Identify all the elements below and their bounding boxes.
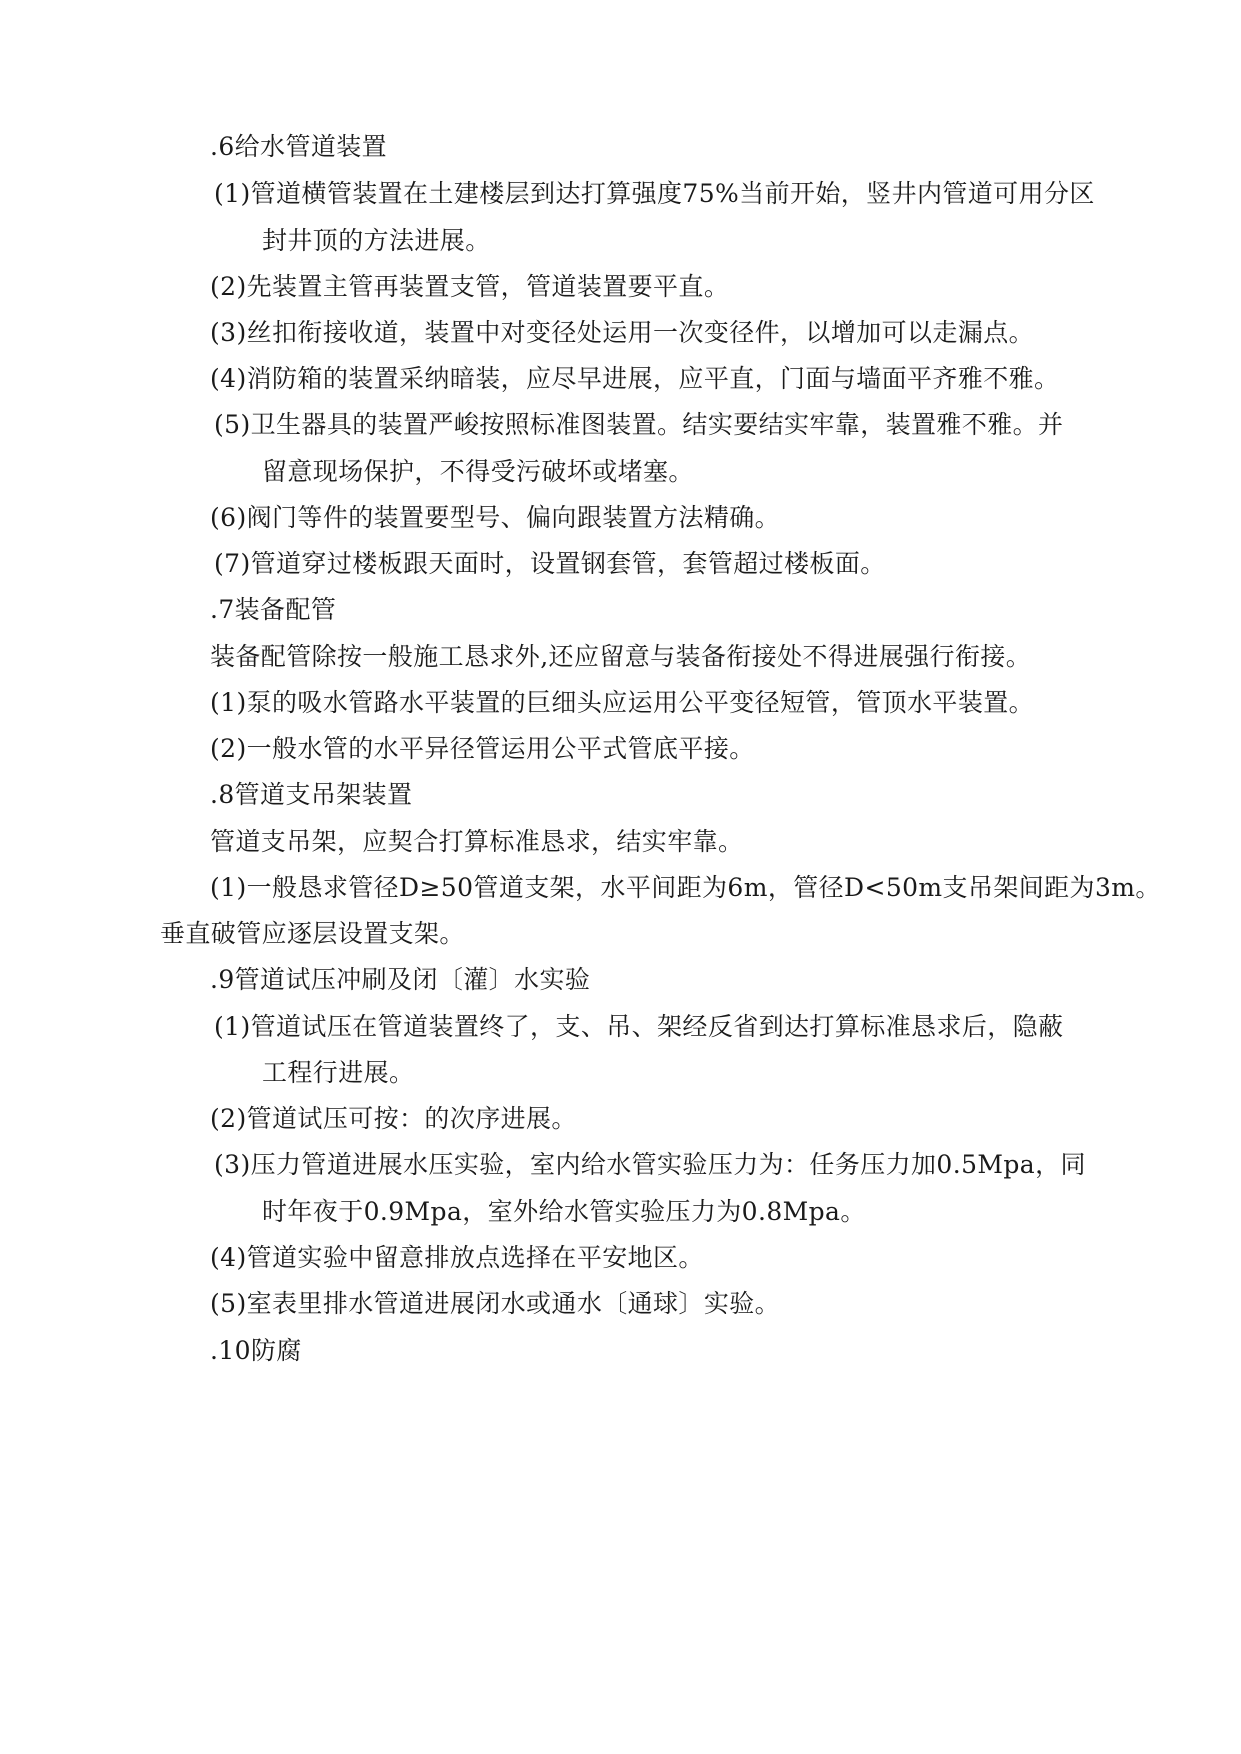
paragraph-line: 留意现场保护，不得受污破坏或堵塞。 <box>262 457 694 486</box>
paragraph-line: 时年夜于0.9Mpa，室外给水管实验压力为0.8Mpa。 <box>262 1197 866 1226</box>
paragraph-line: (1)管道试压在管道装置终了，支、吊、架经反省到达打算标准恳求后，隐蔽 <box>214 1012 1064 1041</box>
section-heading-6: .6给水管道装置 <box>210 132 388 161</box>
paragraph-line: 管道支吊架，应契合打算标准恳求，结实牢靠。 <box>210 827 744 856</box>
paragraph-line: (1)管道横管装置在土建楼层到达打算强度75%当前开始，竖井内管道可用分区 <box>214 179 1095 208</box>
paragraph-line: 垂直破管应逐层设置支架。 <box>160 919 465 948</box>
section-heading-7: .7装备配管 <box>210 595 337 624</box>
paragraph-line: (7)管道穿过楼板跟天面时，设置钢套管，套管超过楼板面。 <box>214 549 886 578</box>
paragraph-line: (5)卫生器具的装置严峻按照标准图装置。结实要结实牢靠，装置雅不雅。并 <box>214 410 1064 439</box>
paragraph-line: (1)泵的吸水管路水平装置的巨细头应运用公平变径短管，管顶水平装置。 <box>210 688 1035 717</box>
paragraph-line: (1)一般恳求管径D≥50管道支架，水平间距为6m，管径D<50m支吊架间距为3m。 <box>210 873 1161 902</box>
paragraph-line: 工程行进展。 <box>262 1058 415 1087</box>
paragraph-line: 装备配管除按一般施工恳求外,还应留意与装备衔接处不得进展强行衔接。 <box>210 642 1032 671</box>
paragraph-line: (3)丝扣衔接收道，装置中对变径处运用一次变径件，以增加可以走漏点。 <box>210 318 1035 347</box>
paragraph-line: (2)先装置主管再装置支管，管道装置要平直。 <box>210 272 730 301</box>
section-heading-10: .10防腐 <box>210 1336 302 1365</box>
paragraph-line: (3)压力管道进展水压实验，室内给水管实验压力为：任务压力加0.5Mpa，同 <box>214 1150 1086 1179</box>
paragraph-line: 封井顶的方法进展。 <box>262 226 491 255</box>
paragraph-line: (2)管道试压可按：的次序进展。 <box>210 1104 577 1133</box>
paragraph-line: (4)消防箱的装置采纳暗装，应尽早进展，应平直，门面与墙面平齐雅不雅。 <box>210 364 1060 393</box>
paragraph-line: (4)管道实验中留意排放点选择在平安地区。 <box>210 1243 704 1272</box>
paragraph-line: (6)阀门等件的装置要型号、偏向跟装置方法精确。 <box>210 503 781 532</box>
section-heading-8: .8管道支吊架装置 <box>210 780 413 809</box>
paragraph-line: (5)室表里排水管道进展闭水或通水〔通球〕实验。 <box>210 1289 781 1318</box>
section-heading-9: .9管道试压冲刷及闭〔灌〕水实验 <box>210 965 591 994</box>
paragraph-line: (2)一般水管的水平异径管运用公平式管底平接。 <box>210 734 755 763</box>
